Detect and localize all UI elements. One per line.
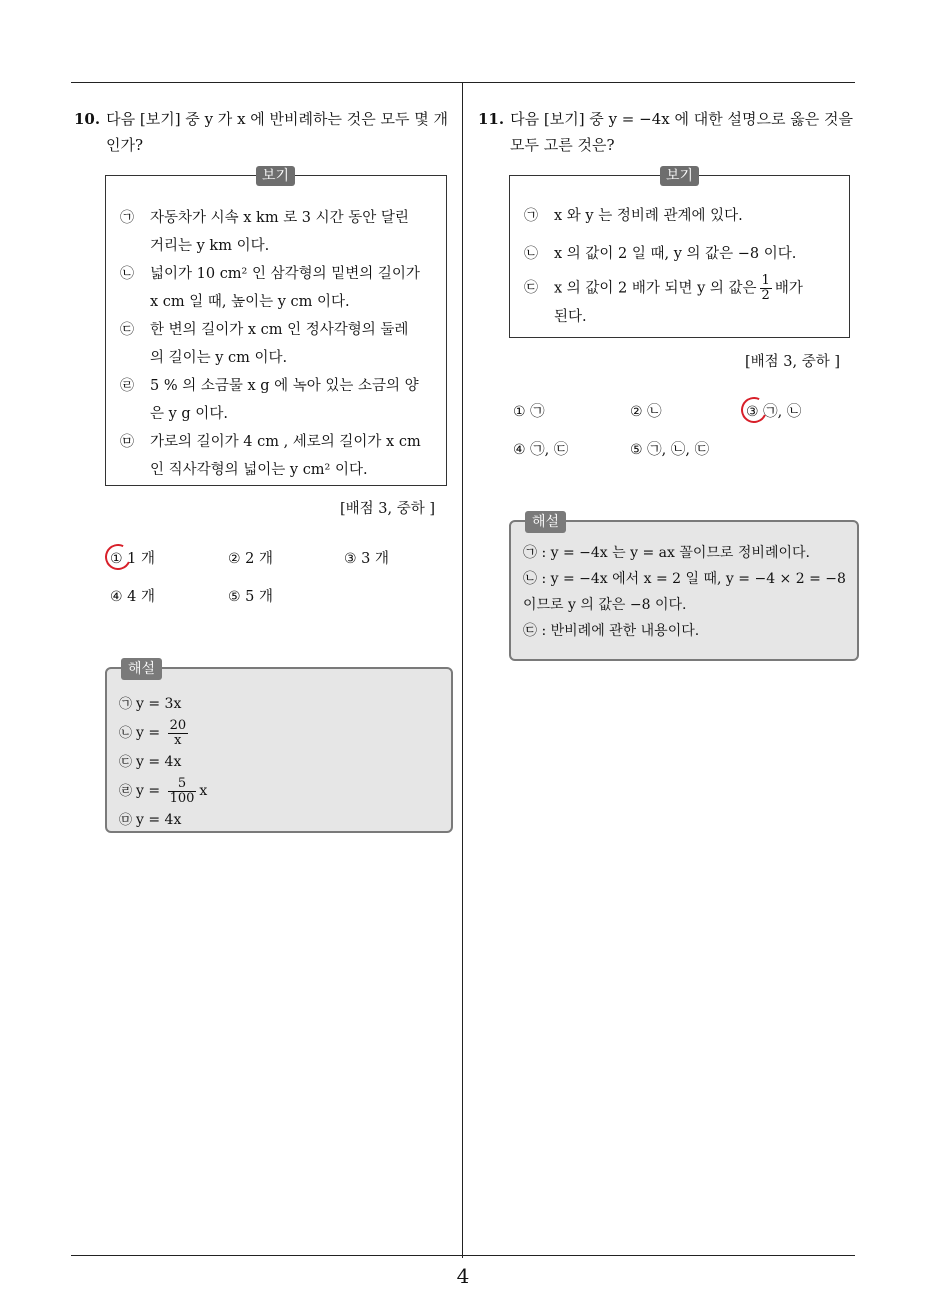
bogi-box-q11 bbox=[509, 168, 850, 338]
choice-4[interactable] bbox=[110, 585, 155, 606]
item-marker: ㉡ bbox=[524, 246, 538, 262]
solution-line bbox=[119, 749, 439, 776]
line-marker: ㉤ bbox=[119, 813, 133, 828]
choice-text: 3 개 bbox=[361, 551, 390, 567]
item-line2: 은 y g 이다. bbox=[150, 406, 228, 422]
bogi-item bbox=[120, 372, 432, 428]
line-marker: ㉠ bbox=[119, 697, 133, 712]
numerator: 1 bbox=[761, 273, 770, 288]
solution-lines bbox=[119, 691, 439, 834]
bogi-item bbox=[120, 428, 432, 484]
bogi-item bbox=[524, 202, 835, 230]
choice-marker: ① bbox=[110, 551, 123, 567]
choice-marker: ② bbox=[630, 404, 643, 420]
question-text-line1: 다음 [보기] 중 y = −4x 에 대한 설명으로 옳은 것을 bbox=[510, 110, 853, 128]
solution-line bbox=[119, 718, 439, 749]
item-marker: ㉣ bbox=[120, 378, 134, 394]
item-line1: 5 % 의 소금물 x g 에 녹아 있는 소금의 양 bbox=[150, 378, 419, 394]
choice-marker: ④ bbox=[110, 589, 123, 605]
item-marker: ㉢ bbox=[120, 322, 134, 338]
choice-text: ㉡ bbox=[647, 404, 662, 420]
line-marker: ㉣ bbox=[119, 784, 133, 799]
item-marker: ㉡ bbox=[120, 266, 134, 282]
choices-q11 bbox=[513, 400, 853, 470]
bogi-item bbox=[120, 316, 432, 372]
item-line1: 한 변의 길이가 x cm 인 정사각형의 둘레 bbox=[150, 322, 409, 338]
solution-line bbox=[119, 776, 439, 807]
item-line1: 넓이가 10 cm² 인 삼각형의 밑변의 길이가 bbox=[150, 266, 420, 282]
choice-marker: ① bbox=[513, 404, 526, 420]
bogi-items bbox=[120, 204, 432, 484]
page-number: 4 bbox=[456, 1264, 470, 1288]
item-line1 bbox=[554, 274, 835, 303]
item-line2: 된다. bbox=[554, 309, 587, 325]
choice-4[interactable] bbox=[513, 438, 568, 459]
score-label: [배점 3, 중하 ] bbox=[745, 354, 841, 370]
equation: y = 3x bbox=[136, 696, 182, 712]
solution-lines bbox=[523, 540, 845, 644]
choice-marker: ③ bbox=[746, 404, 759, 420]
bogi-label: 보기 bbox=[660, 166, 699, 186]
choice-marker: ③ bbox=[344, 551, 357, 567]
solution-line: ㉢ : 반비례에 관한 내용이다. bbox=[523, 623, 700, 639]
equation: y = 4x bbox=[136, 754, 182, 770]
bogi-items bbox=[524, 202, 835, 331]
equation-lhs: y = bbox=[136, 783, 161, 799]
question-number: 11. bbox=[478, 110, 505, 128]
item-marker: ㉠ bbox=[120, 210, 134, 226]
choice-text: 1 개 bbox=[127, 551, 156, 567]
solution-label: 해설 bbox=[525, 511, 566, 533]
bogi-item bbox=[120, 204, 432, 260]
fraction bbox=[760, 274, 772, 303]
item-line1-text: x 의 값이 2 배가 되면 y 의 값은 bbox=[554, 280, 757, 297]
equation: y = 4x bbox=[136, 812, 182, 828]
item-line1: x 와 y 는 정비례 관계에 있다. bbox=[554, 208, 743, 224]
bogi-item bbox=[524, 240, 835, 268]
choice-3[interactable] bbox=[746, 400, 801, 421]
choice-2[interactable] bbox=[228, 547, 273, 568]
top-rule bbox=[71, 82, 855, 83]
bogi-label: 보기 bbox=[256, 166, 295, 186]
question-11 bbox=[478, 106, 862, 158]
question-text-line2: 인가? bbox=[106, 136, 144, 154]
choice-marker: ⑤ bbox=[228, 589, 241, 605]
score-label: [배점 3, 중하 ] bbox=[340, 501, 436, 517]
equation-lhs: y = bbox=[136, 725, 161, 741]
choice-5[interactable] bbox=[228, 585, 273, 606]
solution-line: ㉠ : y = −4x 는 y = ax 꼴이므로 정비례이다. bbox=[523, 545, 810, 561]
question-number: 10. bbox=[74, 110, 101, 128]
denominator: 100 bbox=[169, 790, 195, 806]
numerator: 5 bbox=[168, 777, 197, 792]
choice-1[interactable] bbox=[513, 400, 545, 421]
solution-line bbox=[119, 691, 439, 718]
column-divider bbox=[462, 82, 463, 1258]
item-marker: ㉢ bbox=[524, 280, 538, 296]
line-marker: ㉡ bbox=[119, 726, 133, 741]
item-line1-tail: 배가 bbox=[774, 280, 803, 297]
item-line2: 거리는 y km 이다. bbox=[150, 238, 270, 254]
choice-text: ㉠, ㉢ bbox=[530, 442, 569, 458]
choice-marker: ④ bbox=[513, 442, 526, 458]
denominator: x bbox=[174, 732, 182, 748]
question-text-line2: 모두 고른 것은? bbox=[510, 136, 615, 154]
choice-2[interactable] bbox=[630, 400, 662, 421]
solution-box-q11 bbox=[509, 514, 859, 661]
solution-label: 해설 bbox=[121, 658, 162, 680]
item-marker: ㉠ bbox=[524, 208, 538, 224]
bogi-item bbox=[120, 260, 432, 316]
choice-marker: ⑤ bbox=[630, 442, 643, 458]
denominator: 2 bbox=[761, 288, 770, 303]
bottom-rule bbox=[71, 1255, 855, 1256]
choice-text: ㉠, ㉡ bbox=[763, 404, 802, 420]
choice-text: 2 개 bbox=[245, 551, 274, 567]
question-text-line1: 다음 [보기] 중 y 가 x 에 반비례하는 것은 모두 몇 개 bbox=[106, 110, 449, 128]
question-10 bbox=[74, 106, 458, 158]
choice-5[interactable] bbox=[630, 438, 709, 459]
fraction bbox=[168, 777, 197, 806]
choice-text: ㉠ bbox=[530, 404, 545, 420]
solution-line: ㉡ : y = −4x 에서 x = 2 일 때, y = −4 × 2 = −8 bbox=[523, 571, 846, 587]
solution-line bbox=[119, 807, 439, 834]
equation-tail: x bbox=[199, 783, 208, 799]
line-marker: ㉢ bbox=[119, 755, 133, 770]
item-line2: 의 길이는 y cm 이다. bbox=[150, 350, 288, 366]
choice-text: 4 개 bbox=[127, 589, 156, 605]
selected-mark-circle bbox=[737, 393, 770, 426]
fraction bbox=[168, 719, 189, 748]
choice-text: ㉠, ㉡, ㉢ bbox=[647, 442, 710, 458]
bogi-box-q10 bbox=[105, 168, 447, 486]
item-line2: 인 직사각형의 넓이는 y cm² 이다. bbox=[150, 462, 368, 478]
bogi-item bbox=[524, 274, 835, 331]
choices-q10 bbox=[110, 547, 450, 617]
item-line1: 자동차가 시속 x km 로 3 시간 동안 달린 bbox=[150, 210, 409, 226]
selected-mark-circle bbox=[101, 540, 134, 573]
numerator: 20 bbox=[169, 717, 187, 733]
solution-line: 이므로 y 의 값은 −8 이다. bbox=[523, 597, 687, 613]
item-line1: 가로의 길이가 4 cm , 세로의 길이가 x cm bbox=[150, 434, 421, 450]
choice-marker: ② bbox=[228, 551, 241, 567]
item-marker: ㉤ bbox=[120, 434, 134, 450]
choice-3[interactable] bbox=[344, 547, 389, 568]
choice-text: 5 개 bbox=[245, 589, 274, 605]
choice-1[interactable] bbox=[110, 547, 155, 568]
item-line2: x cm 일 때, 높이는 y cm 이다. bbox=[150, 294, 350, 310]
solution-box-q10 bbox=[105, 661, 453, 833]
item-line1: x 의 값이 2 일 때, y 의 값은 −8 이다. bbox=[554, 246, 797, 262]
